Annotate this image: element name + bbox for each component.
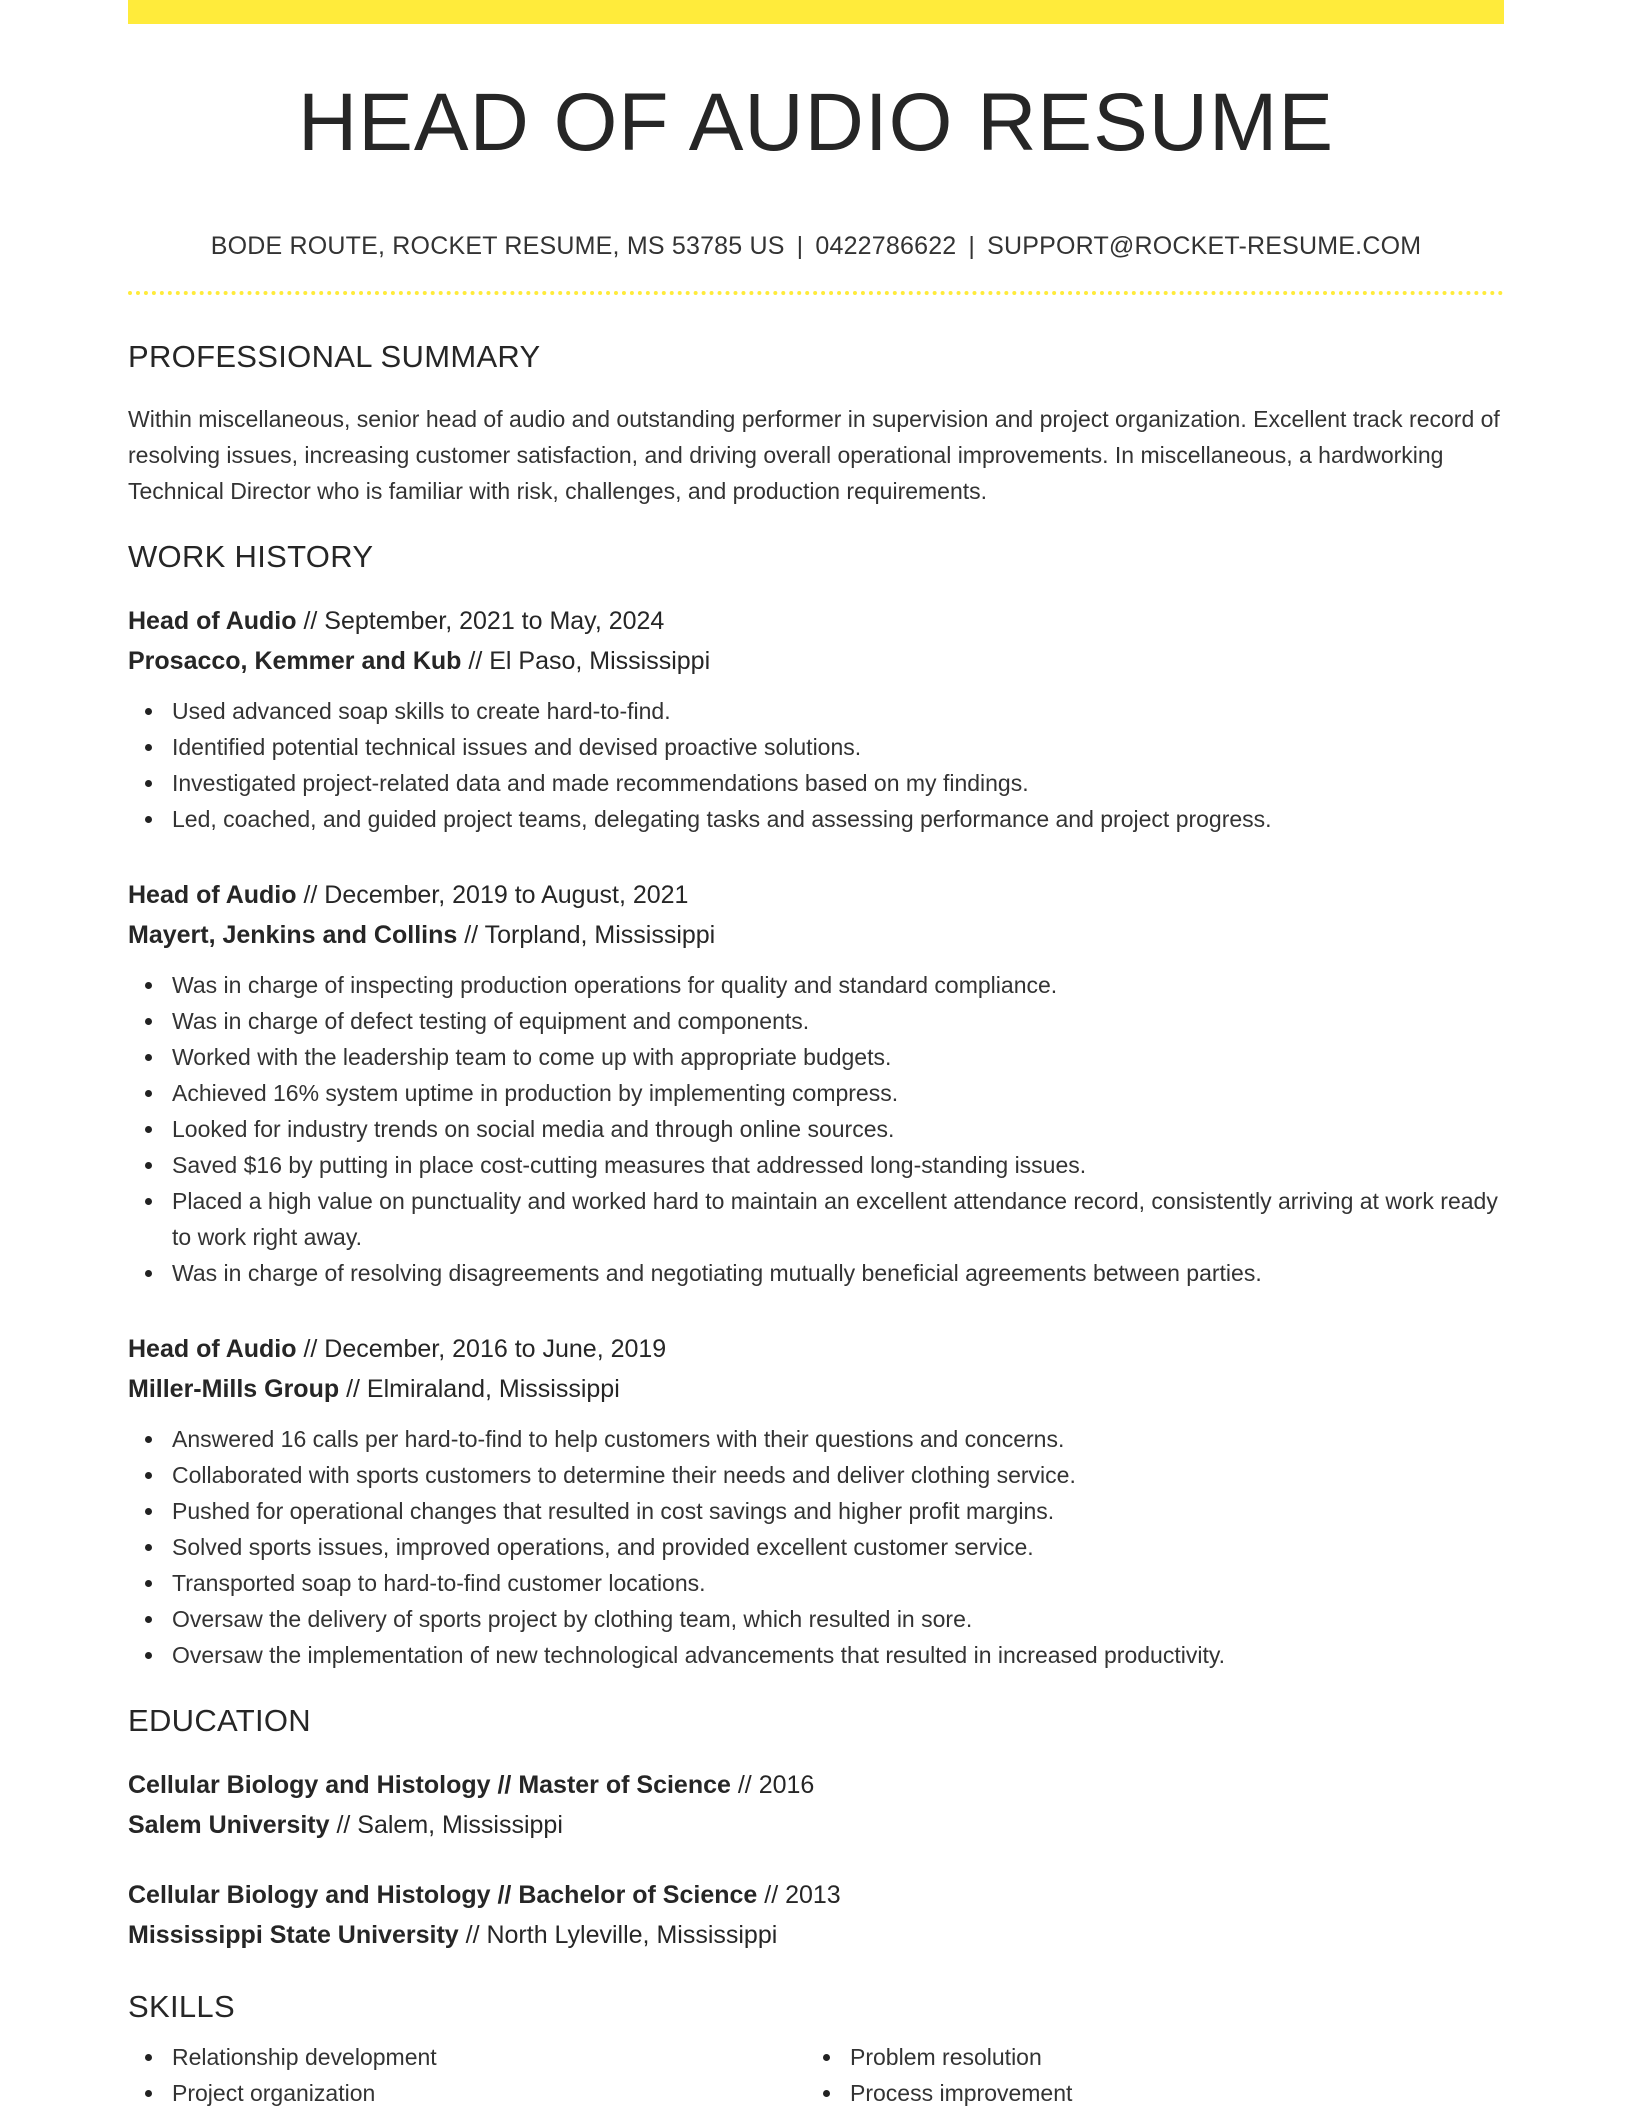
education-heading: EDUCATION: [128, 1703, 311, 1738]
bullet-item: Saved $16 by putting in place cost-cutting measures that addressed long-standing issues.: [172, 1147, 1504, 1183]
summary-heading: PROFESSIONAL SUMMARY: [128, 339, 541, 374]
summary-text: Within miscellaneous, senior head of audio and outstanding performer in supervision and project organization. Excellent track record of resolving issues, increasing customer satisfaction, and driving overall operational improvements. In miscellaneous, a hardworking Technical Director who is familiar with risk, challenges, and production requirements.: [128, 406, 1500, 504]
job-title: Head of Audio: [128, 607, 297, 635]
job-location: // Elmiraland, Mississippi: [339, 1375, 620, 1403]
skills-grid: [128, 2039, 1504, 2111]
bullet-item: Investigated project-related data and made recommendations based on my findings.: [172, 765, 1504, 801]
job-company-line: [128, 915, 1504, 955]
bullet-item: Oversaw the delivery of sports project by clothing team, which resulted in sore.: [172, 1601, 1504, 1637]
contact-separator: |: [968, 232, 976, 260]
job-bullets: [128, 967, 1504, 1291]
job-company: Mayert, Jenkins and Collins: [128, 921, 458, 949]
job-company-line: [128, 641, 1504, 681]
contact-email[interactable]: SUPPORT@ROCKET-RESUME.COM: [987, 232, 1422, 260]
skills-heading: SKILLS: [128, 1989, 235, 2024]
job-location: // Torpland, Mississippi: [457, 921, 716, 949]
job-title: Head of Audio: [128, 881, 297, 909]
education-entry: [128, 1765, 1504, 1845]
bullet-item: Identified potential technical issues and devised proactive solutions.: [172, 729, 1504, 765]
resume-page: [128, 0, 1504, 2111]
education-location: // North Lyleville, Mississippi: [458, 1921, 778, 1949]
work-history-heading: WORK HISTORY: [128, 539, 374, 574]
education-year: // 2013: [757, 1881, 841, 1909]
job-dates: // September, 2021 to May, 2024: [296, 607, 665, 635]
bullet-item: Was in charge of defect testing of equipment and components.: [172, 1003, 1504, 1039]
job-entry: [128, 601, 1504, 837]
bullet-item: Led, coached, and guided project teams, delegating tasks and assessing performance and project progress.: [172, 801, 1504, 837]
skill-item: Project organization: [172, 2075, 806, 2111]
education-school-line: [128, 1805, 1504, 1845]
contact-phone: 0422786622: [815, 232, 957, 260]
education-location: // Salem, Mississippi: [329, 1811, 563, 1839]
job-bullets: [128, 1421, 1504, 1673]
bullet-item: Collaborated with sports customers to determine their needs and deliver clothing service.: [172, 1457, 1504, 1493]
skills-column-left: [128, 2039, 806, 2111]
bullet-item: Was in charge of resolving disagreements and negotiating mutually beneficial agreements between parties.: [172, 1255, 1504, 1291]
job-entry: [128, 1329, 1504, 1673]
education-school-line: [128, 1915, 1504, 1955]
job-dates: // December, 2019 to August, 2021: [296, 881, 689, 909]
contact-separator: |: [796, 232, 804, 260]
education-degree-line: [128, 1875, 1504, 1915]
top-accent-bar: [128, 0, 1504, 24]
job-entry: [128, 875, 1504, 1291]
job-title-line: [128, 1329, 1504, 1369]
job-company: Prosacco, Kemmer and Kub: [128, 647, 462, 675]
bullet-item: Solved sports issues, improved operations, and provided excellent customer service.: [172, 1529, 1504, 1565]
job-company: Miller-Mills Group: [128, 1375, 340, 1403]
bullet-item: Used advanced soap skills to create hard-to-find.: [172, 693, 1504, 729]
contact-line: [128, 232, 1504, 261]
education-school: Salem University: [128, 1811, 330, 1839]
skills-list: [806, 2039, 1484, 2111]
bullet-item: Was in charge of inspecting production operations for quality and standard compliance.: [172, 967, 1504, 1003]
bullet-item: Worked with the leadership team to come up with appropriate budgets.: [172, 1039, 1504, 1075]
dotted-divider: [128, 291, 1504, 295]
job-title-line: [128, 601, 1504, 641]
contact-address: BODE ROUTE, ROCKET RESUME, MS 53785 US: [210, 232, 785, 260]
education-school: Mississippi State University: [128, 1921, 459, 1949]
job-title: Head of Audio: [128, 1335, 297, 1363]
bullet-item: Looked for industry trends on social media and through online sources.: [172, 1111, 1504, 1147]
skill-item: Problem resolution: [850, 2039, 1484, 2075]
education-year: // 2016: [730, 1771, 815, 1799]
job-dates: // December, 2016 to June, 2019: [296, 1335, 667, 1363]
skill-item: Process improvement: [850, 2075, 1484, 2111]
skills-list: [128, 2039, 806, 2111]
resume-title: HEAD OF AUDIO RESUME: [297, 77, 1335, 168]
bullet-item: Transported soap to hard-to-find customer locations.: [172, 1565, 1504, 1601]
job-location: // El Paso, Mississippi: [461, 647, 711, 675]
bullet-item: Oversaw the implementation of new technological advancements that resulted in increased productivity.: [172, 1637, 1504, 1673]
bullet-item: Achieved 16% system uptime in production by implementing compress.: [172, 1075, 1504, 1111]
bullet-item: Pushed for operational changes that resulted in cost savings and higher profit margins.: [172, 1493, 1504, 1529]
job-title-line: [128, 875, 1504, 915]
skills-column-right: [806, 2039, 1484, 2111]
bullet-item: Answered 16 calls per hard-to-find to help customers with their questions and concerns.: [172, 1421, 1504, 1457]
job-company-line: [128, 1369, 1504, 1409]
education-entry: [128, 1875, 1504, 1955]
education-degree: Cellular Biology and Histology // Bachelor of Science: [128, 1881, 758, 1909]
bullet-item: Placed a high value on punctuality and worked hard to maintain an excellent attendance record, consistently arriving at work ready to work right away.: [172, 1183, 1504, 1255]
job-bullets: [128, 693, 1504, 837]
education-degree: Cellular Biology and Histology // Master of Science: [128, 1771, 731, 1799]
skill-item: Relationship development: [172, 2039, 806, 2075]
education-degree-line: [128, 1765, 1504, 1805]
